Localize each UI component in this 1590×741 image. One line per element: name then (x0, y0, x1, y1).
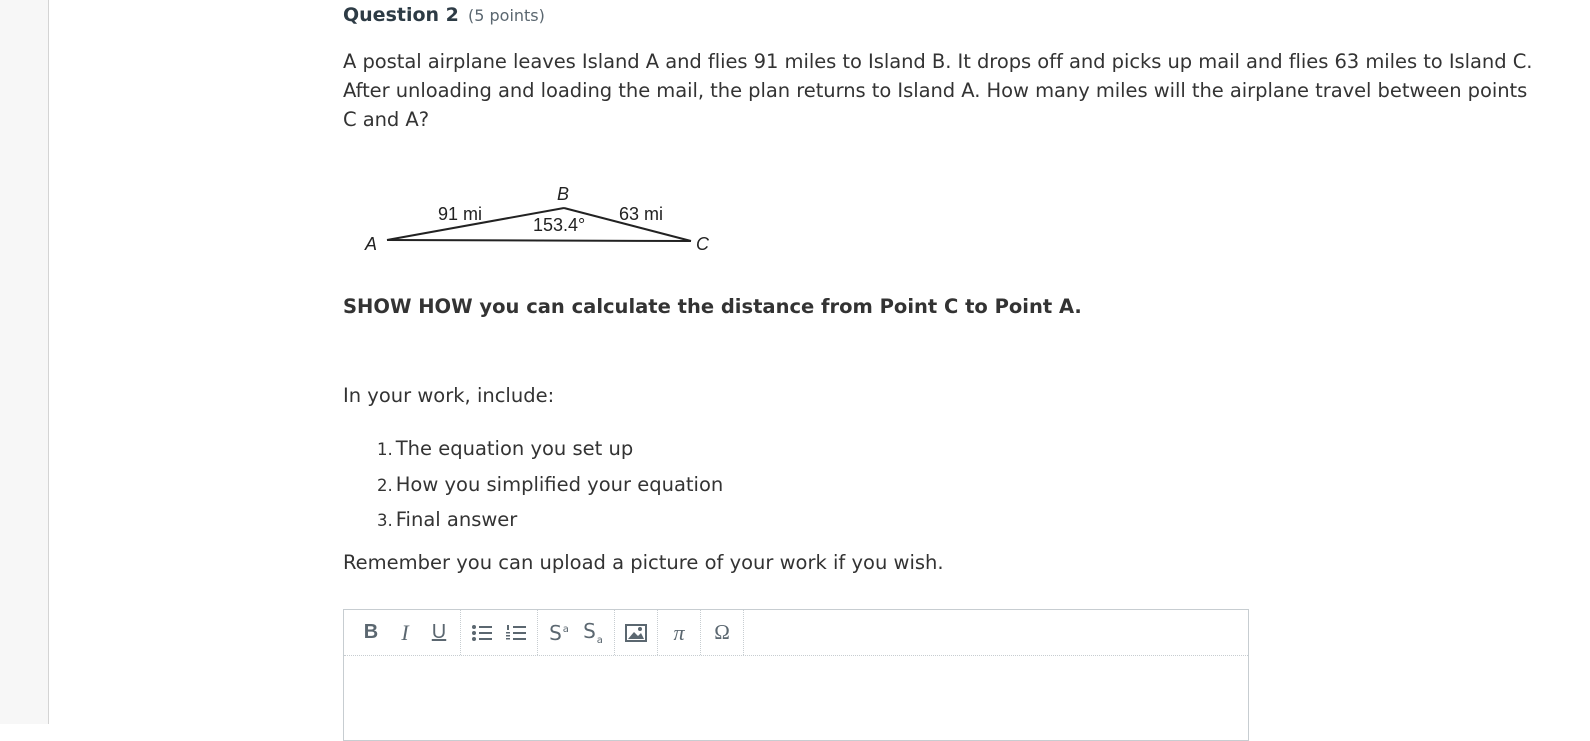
superscript-mark: a (562, 623, 569, 635)
side-ab-label: 91 mi (438, 204, 483, 224)
list-item (377, 432, 723, 468)
insert-image-button[interactable] (619, 617, 653, 649)
editor-toolbar (344, 610, 1248, 656)
bold-icon: B (363, 621, 379, 643)
numbered-list-button[interactable] (499, 617, 533, 649)
upload-reminder: Remember you can upload a picture of your work if you wish. (343, 551, 944, 574)
list-item-text: The equation you set up (395, 437, 634, 460)
symbol-group (701, 610, 744, 655)
list-item (377, 503, 723, 539)
vertex-c-label: C (696, 234, 709, 254)
math-group (658, 610, 701, 655)
bold-button[interactable] (354, 617, 388, 649)
numbered-list-icon (505, 623, 527, 643)
question-header (343, 4, 545, 26)
left-gutter (0, 0, 49, 724)
subscript-icon (583, 619, 603, 646)
superscript-glyph: S (549, 620, 562, 645)
work-list (377, 432, 723, 539)
show-how-instruction: SHOW HOW you can calculate the distance from Point C to Point A. (343, 295, 1082, 318)
underline-icon: U (431, 621, 447, 643)
triangle-diagram (351, 182, 731, 262)
rich-text-editor (343, 609, 1249, 741)
omega-icon: Ω (714, 620, 730, 644)
angle-b-label: 153.4° (533, 215, 586, 235)
media-group (615, 610, 658, 655)
question-title: Question 2 (343, 4, 459, 26)
list-group (461, 610, 538, 655)
subscript-mark: a (596, 635, 603, 646)
script-group (538, 610, 615, 655)
bullet-list-icon (471, 623, 493, 643)
list-item (377, 468, 723, 504)
question-points: (5 points) (467, 6, 545, 25)
side-ca (387, 240, 691, 241)
underline-button[interactable] (422, 617, 456, 649)
list-item-text: How you simplified your equation (395, 472, 724, 496)
bullet-list-button[interactable] (465, 617, 499, 649)
superscript-button[interactable] (542, 617, 576, 649)
include-label: In your work, include: (343, 384, 555, 407)
list-item-number: 2. (377, 475, 393, 495)
vertex-b-label: B (557, 184, 570, 204)
list-item-number: 1. (377, 440, 393, 459)
question-prompt: A postal airplane leaves Island A and flies 91 miles to Island B. It drops off and picks up mail and flies 63 miles to Island C. After unloading and loading the mail, the plan returns to Island A. How many miles will the airplane travel between points C and A? (343, 50, 1533, 131)
side-bc-label: 63 mi (619, 204, 664, 224)
subscript-glyph: S (583, 619, 596, 643)
image-icon (625, 623, 647, 643)
italic-button[interactable] (388, 617, 422, 649)
equation-button[interactable] (662, 617, 696, 649)
special-character-button[interactable] (705, 617, 739, 649)
list-item-text: Final answer (395, 508, 518, 531)
italic-icon: I (401, 619, 409, 645)
text-style-group (350, 610, 461, 655)
subscript-button[interactable] (576, 617, 610, 649)
pi-icon: π (673, 619, 685, 645)
list-item-number: 3. (377, 511, 393, 530)
editor-text-area[interactable] (344, 656, 1248, 740)
superscript-icon (549, 621, 569, 645)
vertex-a-label: A (365, 234, 378, 254)
